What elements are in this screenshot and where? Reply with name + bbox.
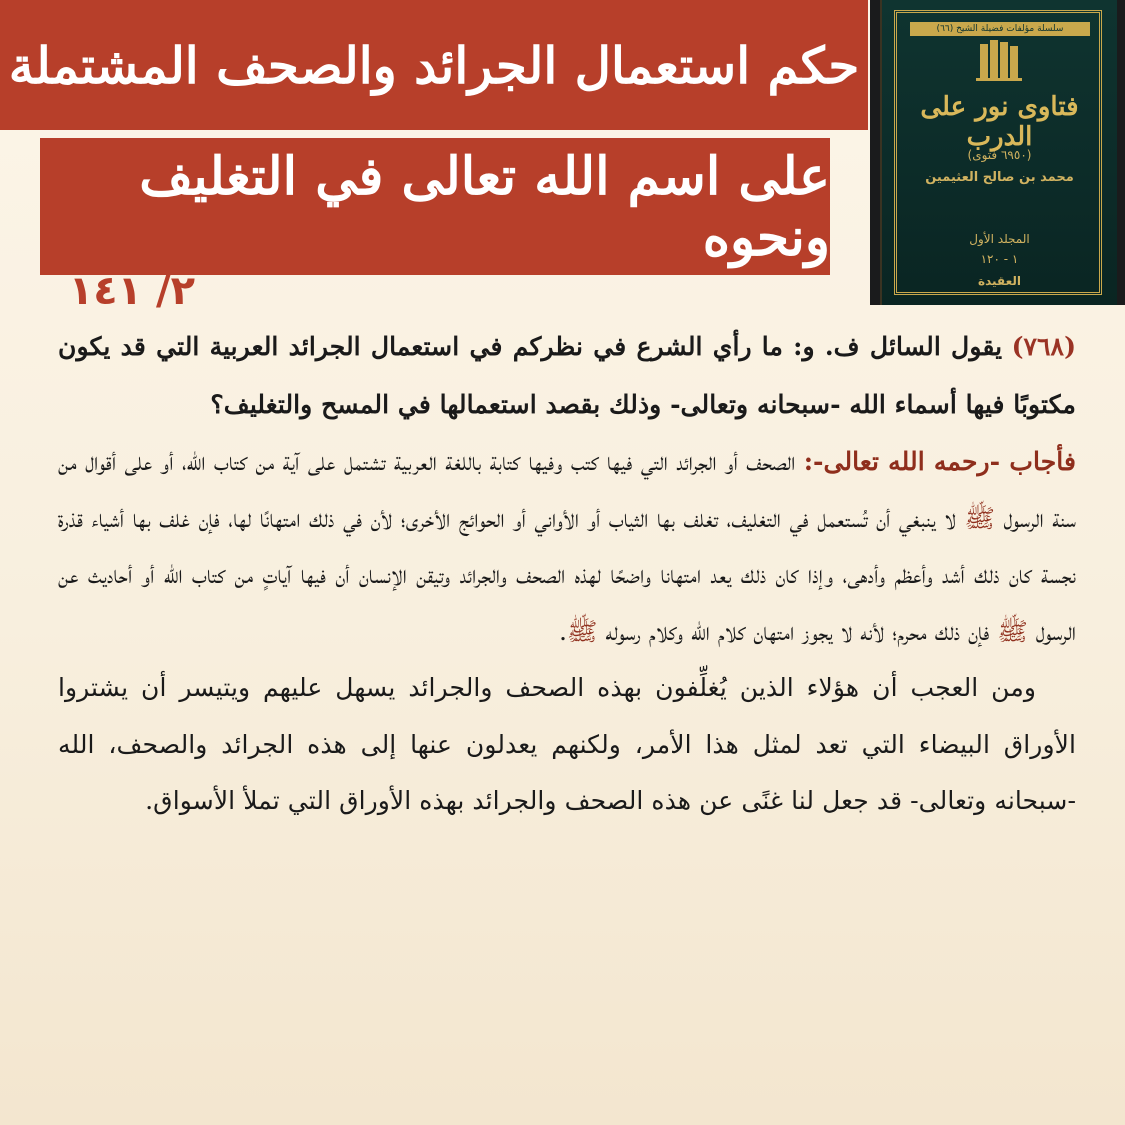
title-banner-line2 (40, 138, 830, 275)
question-text: يقول السائل ف. و: ما رأي الشرع في نظركم في استعمال الجرائد العربية التي قد يكون مكتوبًا فيها أسماء الله -سبحانه وتعالى- وذلك بقصد استعمالها في المسح والتغليف؟ (58, 331, 1076, 419)
question-paragraph (58, 318, 1076, 433)
page-reference: ٢/ ١٤١ (68, 268, 195, 314)
answer-part2: لا ينبغي أن تُستعمل في التغليف، تغلف بها الثياب أو الأواني أو الحوائج الأخرى؛ لأن في ذلك امتهانًا لها، فإن غلف بها أشياء قذرة نجسة كان ذلك أشد وأعظم وأدهى، وإذا كان ذلك يعد امتهانا واضحًا لهذه الصحف والجرائد وتيقن الإنسان أن فيها آياتٍ من كتاب الله أو أحاديث عن الرسول (58, 503, 1076, 646)
title-banner-line1 (0, 0, 868, 130)
answer-paragraph-2: ومن العجب أن هؤلاء الذين يُغلِّفون بهذه الصحف والجرائد يسهل عليهم ويتيسر أن يشتروا الأوراق البيضاء التي تعد لمثل هذا الأمر، ولكنهم يعدلون عنها إلى هذه الجرائد والصحف، الله -سبحانه وتعالى- قد جعل لنا غنًى عن هذه الصحف والجرائد بهذه الأوراق التي تملأ الأسواق. (58, 673, 1076, 815)
title-line1: حكم استعمال الجرائد والصحف المشتملة (8, 35, 860, 95)
cover-series-band: سلسلة مؤلفات فضيلة الشيخ (٦٦) (910, 22, 1090, 36)
fatwa-text (58, 318, 1076, 1108)
book-cover (880, 0, 1117, 305)
title-line2: على اسم الله تعالى في التغليف ونحوه (139, 145, 830, 268)
answer-paragraph: فأجاب -رحمه الله تعالى-: الصحف أو الجرائد التي فيها كتب وفيها كتابة باللغة العربية تشتمل على آية من كتاب الله، أو على أقوال من سنة الرسول ﷺ لا ينبغي أن تُستعمل في التغليف، تغلف بها الثياب أو الأواني أو الحوائج الأخرى؛ لأن في ذلك امتهانًا لها، فإن غلف بها أشياء قذرة نجسة كان ذلك أشد وأعظم وأدهى، وإذا كان ذلك يعد امتهانا واضحًا لهذه الصحف والجرائد وتيقن الإنسان أن فيها آياتٍ من كتاب الله أو أحاديث عن الرسول ﷺ فإن ذلك محرم؛ لأنه لا يجوز امتهان كلام الله وكلام رسوله ﷺ. (58, 446, 1076, 646)
answer-lead: فأجاب -رحمه الله تعالى-: (803, 446, 1076, 476)
cover-range: ١ - ١٢٠ (980, 252, 1019, 266)
pbuh-glyph: ﷺ (964, 503, 995, 533)
cover-author: محمد بن صالح العثيمين (925, 170, 1074, 185)
answer-part1: الصحف أو الجرائد التي فيها كتب وفيها كتابة باللغة العربية تشتمل على آية من كتاب الله، أو على أقوال من سنة الرسول (58, 447, 1076, 533)
pbuh-glyph: ﷺ (567, 616, 598, 646)
answer-part3: فإن ذلك محرم؛ لأنه لا يجوز امتهان كلام الله وكلام رسوله (597, 616, 998, 646)
cover-subject: العقيدة (978, 274, 1021, 288)
cover-fatwa-count: (٦٩٥٠ فتوى) (967, 148, 1032, 162)
book-cover-image (870, 0, 1125, 305)
pbuh-glyph: ﷺ (997, 616, 1028, 646)
question-number: (٧٦٨) (1011, 331, 1076, 361)
books-emblem-icon (974, 38, 1024, 82)
cover-title: فتاوى نور على الدرب (920, 92, 1079, 152)
cover-volume: المجلد الأول (969, 232, 1030, 246)
